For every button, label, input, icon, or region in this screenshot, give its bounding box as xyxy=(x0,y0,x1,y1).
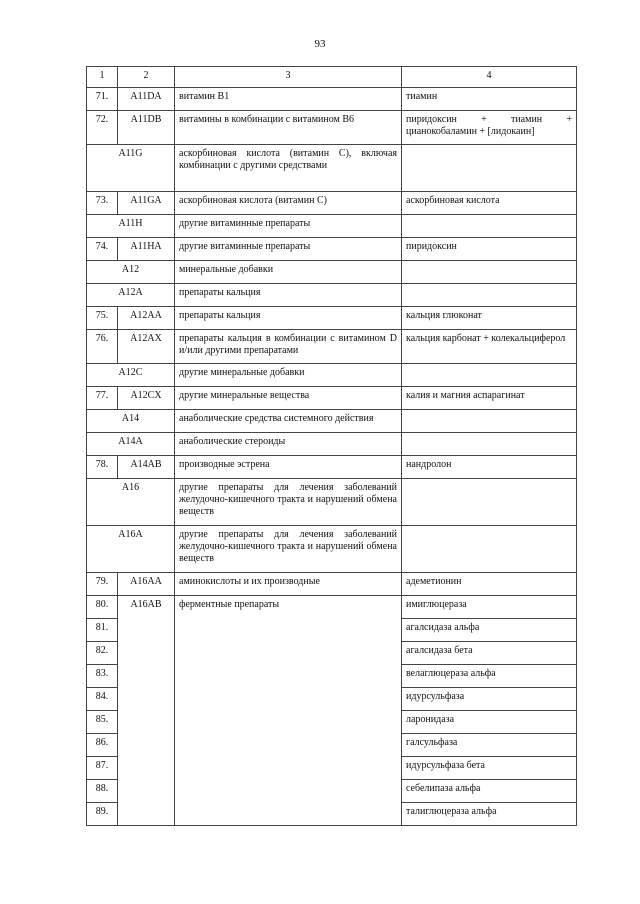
drug-name-empty xyxy=(402,284,577,307)
group-row xyxy=(87,364,577,387)
drug-name-empty xyxy=(402,433,577,456)
drug-name: идурсульфаза бета xyxy=(402,757,577,780)
group-name: другие минеральные вещества xyxy=(175,387,402,410)
group-name: препараты кальция xyxy=(175,307,402,330)
drug-name: имиглюцераза xyxy=(402,596,577,619)
row-number: 75. xyxy=(87,307,118,330)
drug-name-empty xyxy=(402,261,577,284)
row-number: 78. xyxy=(87,456,118,479)
group-name: аскорбиновая кислота (витамин C) xyxy=(175,192,402,215)
drug-name: нандролон xyxy=(402,456,577,479)
drug-name: тиамин xyxy=(402,88,577,111)
group-name: витамин B1 xyxy=(175,88,402,111)
row-number: 82. xyxy=(87,642,118,665)
group-row xyxy=(87,284,577,307)
table-row xyxy=(87,307,577,330)
group-name: другие препараты для лечения заболеваний желудочно-кишечного тракта и нарушений обмена веществ xyxy=(175,526,402,573)
drug-name: пиридоксин xyxy=(402,238,577,261)
row-number: 76. xyxy=(87,330,118,364)
row-number: 84. xyxy=(87,688,118,711)
drug-name: ларонидаза xyxy=(402,711,577,734)
atc-code: A12C xyxy=(87,364,175,387)
header-cell: 2 xyxy=(118,67,175,88)
drug-name: адеметионин xyxy=(402,573,577,596)
group-row xyxy=(87,145,577,192)
group-name: препараты кальция в комбинации с витамином D и/или другими препаратами xyxy=(175,330,402,364)
table-row xyxy=(87,387,577,410)
atc-code: A16AA xyxy=(118,573,175,596)
atc-code: A12CX xyxy=(118,387,175,410)
atc-code: A12 xyxy=(87,261,175,284)
drug-name-empty xyxy=(402,215,577,238)
row-number: 71. xyxy=(87,88,118,111)
group-row xyxy=(87,215,577,238)
drug-name: галсульфаза xyxy=(402,734,577,757)
row-number: 80. xyxy=(87,596,118,619)
group-name: ферментные препараты xyxy=(175,596,402,826)
drug-name-empty xyxy=(402,145,577,192)
table-row xyxy=(87,456,577,479)
table-row xyxy=(87,111,577,145)
atc-code: A12A xyxy=(87,284,175,307)
table-row xyxy=(87,88,577,111)
group-row xyxy=(87,479,577,526)
row-number: 79. xyxy=(87,573,118,596)
group-name: другие препараты для лечения заболеваний желудочно-кишечного тракта и нарушений обмена веществ xyxy=(175,479,402,526)
group-name: производные эстрена xyxy=(175,456,402,479)
page-number: 93 xyxy=(314,38,326,50)
row-number: 83. xyxy=(87,665,118,688)
drug-name: талиглюцераза альфа xyxy=(402,803,577,826)
atc-code: A11H xyxy=(87,215,175,238)
row-number: 74. xyxy=(87,238,118,261)
group-name: витамины в комбинации с витамином B6 xyxy=(175,111,402,145)
drug-name: кальция карбонат + колекальциферол xyxy=(402,330,577,364)
group-row xyxy=(87,261,577,284)
drug-name: калия и магния аспарагинат xyxy=(402,387,577,410)
group-name: минеральные добавки xyxy=(175,261,402,284)
header-cell: 1 xyxy=(87,67,118,88)
atc-code: A14A xyxy=(87,433,175,456)
drug-name: себелипаза альфа xyxy=(402,780,577,803)
drug-name-empty xyxy=(402,364,577,387)
atc-code: A11HA xyxy=(118,238,175,261)
group-name: препараты кальция xyxy=(175,284,402,307)
row-number: 81. xyxy=(87,619,118,642)
group-name: другие витаминные препараты xyxy=(175,238,402,261)
group-name: анаболические стероиды xyxy=(175,433,402,456)
atc-code: A12AX xyxy=(118,330,175,364)
atc-code: A11GA xyxy=(118,192,175,215)
table-row xyxy=(87,192,577,215)
group-row xyxy=(87,526,577,573)
row-number: 86. xyxy=(87,734,118,757)
drug-name: пиридоксин + тиамин + цианокобаламин + [лидокаин] xyxy=(402,111,577,145)
drug-name: велаглюцераза альфа xyxy=(402,665,577,688)
atc-code: A11DA xyxy=(118,88,175,111)
drug-name: агалсидаза альфа xyxy=(402,619,577,642)
drug-name: кальция глюконат xyxy=(402,307,577,330)
row-number: 89. xyxy=(87,803,118,826)
atc-code: A11DB xyxy=(118,111,175,145)
table-row xyxy=(87,596,577,619)
table-header-row xyxy=(87,67,577,88)
header-cell: 3 xyxy=(175,67,402,88)
drug-name-empty xyxy=(402,526,577,573)
group-name: анаболические средства системного действия xyxy=(175,410,402,433)
drug-name: агалсидаза бета xyxy=(402,642,577,665)
row-number: 88. xyxy=(87,780,118,803)
medication-table xyxy=(86,66,577,826)
group-name: аминокислоты и их производные xyxy=(175,573,402,596)
table-row xyxy=(87,573,577,596)
group-row xyxy=(87,433,577,456)
group-name: другие минеральные добавки xyxy=(175,364,402,387)
group-row xyxy=(87,410,577,433)
drug-name-empty xyxy=(402,410,577,433)
table-row xyxy=(87,238,577,261)
row-number: 73. xyxy=(87,192,118,215)
table-row xyxy=(87,330,577,364)
atc-code: A14 xyxy=(87,410,175,433)
atc-code: A16 xyxy=(87,479,175,526)
drug-name: идурсульфаза xyxy=(402,688,577,711)
atc-code: A11G xyxy=(87,145,175,192)
drug-name: аскорбиновая кислота xyxy=(402,192,577,215)
atc-code: A16A xyxy=(87,526,175,573)
row-number: 72. xyxy=(87,111,118,145)
atc-code: A16AB xyxy=(118,596,175,826)
row-number: 77. xyxy=(87,387,118,410)
row-number: 87. xyxy=(87,757,118,780)
row-number: 85. xyxy=(87,711,118,734)
drug-name-empty xyxy=(402,479,577,526)
atc-code: A12AA xyxy=(118,307,175,330)
group-name: аскорбиновая кислота (витамин C), включая комбинации с другими средствами xyxy=(175,145,402,192)
header-cell: 4 xyxy=(402,67,577,88)
group-name: другие витаминные препараты xyxy=(175,215,402,238)
atc-code: A14AB xyxy=(118,456,175,479)
